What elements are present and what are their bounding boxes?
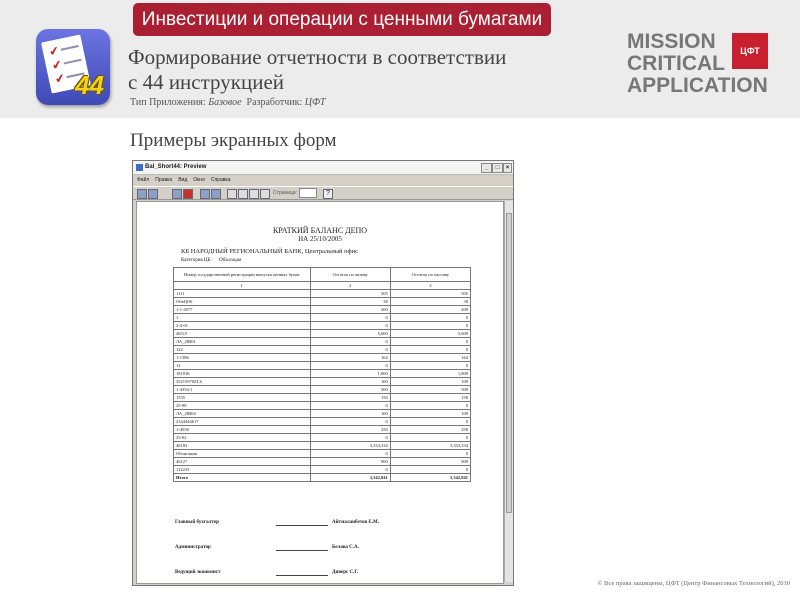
table-row [174, 322, 471, 330]
cft-logo-badge: ЦФТ [732, 33, 768, 69]
table-row [174, 418, 471, 426]
table-row [174, 434, 471, 442]
report-bank: КБ НАРОДНЫЙ РЕГИОНАЛЬНЫЙ БАНК, Центральный офис [181, 248, 358, 255]
table-cell: 0 [310, 362, 390, 370]
page-number-input[interactable] [299, 188, 317, 198]
table-row [174, 370, 471, 378]
check-icon: ✔ [53, 70, 67, 87]
table-cell: 164 [390, 354, 470, 362]
menu-item[interactable]: Справка [210, 177, 231, 183]
table-cell: 0 [310, 466, 390, 474]
menu-item[interactable]: Вид [178, 177, 188, 183]
window-menubar [133, 175, 513, 185]
dev-value: ЦФТ [304, 97, 326, 108]
table-cell: 0 [390, 434, 470, 442]
section-title: Примеры экранных форм [130, 130, 337, 151]
table-row [174, 410, 471, 418]
window-title: Bal_Short44: Preview [145, 164, 207, 170]
table-row [174, 306, 471, 314]
category-banner: Инвестиции и операции с ценными бумагами [133, 3, 551, 36]
table-cell: 181818 [174, 370, 311, 378]
signature-line [276, 575, 328, 576]
last-page-icon[interactable] [260, 189, 270, 199]
table-cell: 1-1-4577 [174, 306, 311, 314]
page-title-line1: Формирование отчетности в соответствии [128, 45, 507, 69]
table-cell: 46183 [174, 442, 311, 450]
table-row [174, 394, 471, 402]
table-cell: 35215970ZLS [174, 378, 311, 386]
table-cell: 5,600 [310, 330, 390, 338]
table-cell: 900 [310, 458, 390, 466]
table-row [174, 386, 471, 394]
signature-name: Диверс С.Г. [332, 570, 359, 575]
report-page [136, 201, 504, 584]
app-meta [130, 97, 325, 108]
menu-item[interactable]: Окно [193, 177, 205, 183]
table-row [174, 290, 471, 298]
signature-line [276, 550, 328, 551]
col-header: Остаток по активу [310, 268, 390, 282]
table-cell: 0 [390, 322, 470, 330]
col-number: 3 [390, 282, 470, 290]
table-cell: 38 [310, 298, 390, 306]
table-cell: 0 [390, 418, 470, 426]
check-icon: ✔ [50, 56, 64, 73]
dev-label: Разработчик: [246, 97, 303, 108]
report-title: КРАТКИЙ БАЛАНС ДЕПО [272, 226, 368, 235]
page-title [128, 45, 568, 95]
balance-table [173, 267, 471, 482]
menu-item[interactable]: Файл [137, 177, 150, 183]
table-cell: 5,600 [390, 330, 470, 338]
mission-critical-logo: MISSION CRITICAL APPLICATION [627, 30, 768, 97]
table-cell: 500 [310, 386, 390, 394]
table-cell: 100 [390, 378, 470, 386]
table-cell: 505 [310, 290, 390, 298]
table-cell: 1-4558 [174, 426, 311, 434]
table-cell: 1111 [174, 290, 311, 298]
table-cell: 0 [310, 346, 390, 354]
report-date: НА 25/10/2005 [298, 235, 342, 243]
table-cell: 0 [310, 314, 390, 322]
table-cell: 164 [310, 354, 390, 362]
col-header: Остаток по пассиву [390, 268, 470, 282]
table-row [174, 330, 471, 338]
table-cell: 25-98 [174, 402, 311, 410]
table-cell: 250 [390, 426, 470, 434]
scrollbar-thumb[interactable] [506, 213, 512, 513]
copyright-footer: © Все права защищены, ЦФТ (Центр Финансовых Технологий), 2010 [597, 580, 790, 587]
table-row [174, 450, 471, 458]
table-cell: 200 [310, 306, 390, 314]
table-row [174, 402, 471, 410]
signature-role: Администратор [175, 545, 211, 550]
maximize-icon[interactable]: □ [492, 163, 503, 173]
table-cell: 0 [310, 434, 390, 442]
table-cell: 100 [310, 410, 390, 418]
vertical-scrollbar[interactable] [504, 201, 513, 582]
page-title-line2: с 44 инструкцией [128, 70, 285, 94]
print-icon[interactable] [137, 189, 147, 199]
table-row [174, 378, 471, 386]
table-cell: 1555 [174, 394, 311, 402]
close-doc-icon[interactable] [183, 189, 193, 199]
app-window-icon [136, 164, 143, 171]
table-cell: 0 [390, 338, 470, 346]
table-cell: 0 [390, 362, 470, 370]
page-label: Страница: [273, 190, 298, 196]
table-row [174, 346, 471, 354]
table-cell: 500 [390, 386, 470, 394]
first-page-icon[interactable] [227, 189, 237, 199]
table-cell: Итого [174, 474, 311, 482]
table-cell: 3,333,334 [310, 442, 390, 450]
table-cell: 0 [390, 466, 470, 474]
table-cell: 46515 [174, 330, 311, 338]
window-titlebar [133, 161, 513, 175]
table-cell: 25-02 [174, 434, 311, 442]
table-cell: ЛА_28001 [174, 338, 311, 346]
table-cell: ОбвЦО6 [174, 298, 311, 306]
minimize-icon[interactable]: _ [481, 163, 492, 173]
signature-role: Ведущий экономист [175, 570, 221, 575]
balance-rows [174, 290, 471, 482]
table-row [174, 314, 471, 322]
table-row [174, 458, 471, 466]
table-row [174, 426, 471, 434]
table-row [174, 466, 471, 474]
table-cell: 0 [390, 402, 470, 410]
zoom-in-icon[interactable] [200, 189, 210, 199]
table-cell: 0 [390, 450, 470, 458]
table-cell: 200 [390, 306, 470, 314]
table-cell: 0 [310, 322, 390, 330]
check-icon: ✔ [47, 43, 61, 60]
print-setup-icon[interactable] [148, 189, 158, 199]
table-cell: 1,800 [390, 370, 470, 378]
table-cell: 0 [310, 402, 390, 410]
table-cell: 112233 [174, 466, 311, 474]
table-cell: 1-4354-1 [174, 386, 311, 394]
prev-page-icon[interactable] [238, 189, 248, 199]
table-row [174, 338, 471, 346]
table-row [174, 362, 471, 370]
table-cell: 0 [310, 338, 390, 346]
table-cell: 0 [310, 418, 390, 426]
type-label: Тип Приложения: [130, 97, 206, 108]
report-category: Категория ЦБ: Облигация [181, 258, 242, 263]
save-icon[interactable] [172, 189, 182, 199]
signature-line [276, 525, 328, 526]
table-cell: 2-4-01 [174, 322, 311, 330]
app-icon-number: 44 [75, 70, 104, 100]
preview-window-screenshot [132, 160, 514, 586]
signature-name: Белова С.А. [332, 545, 359, 550]
table-cell: 1 [174, 314, 311, 322]
signature-role: Главный бухгалтер [175, 520, 219, 525]
col-number: 2 [310, 282, 390, 290]
window-toolbar [133, 186, 513, 200]
signature-name: Айтмалаибетов Е.М. [332, 520, 379, 525]
table-row [174, 442, 471, 450]
table-cell: Облигация [174, 450, 311, 458]
total-row [174, 474, 471, 482]
table-cell: 900 [390, 458, 470, 466]
menu-item[interactable]: Правка [155, 177, 173, 183]
table-cell: 3,333,334 [390, 442, 470, 450]
table-cell: 150 [310, 394, 390, 402]
table-cell: 1,800 [310, 370, 390, 378]
table-cell: 0 [390, 346, 470, 354]
table-cell: 100 [310, 378, 390, 386]
close-icon[interactable]: × [503, 163, 512, 173]
table-cell: 38 [390, 298, 470, 306]
table-cell: 505 [390, 290, 470, 298]
table-cell: 122 [174, 346, 311, 354]
table-cell: 250 [310, 426, 390, 434]
table-cell: 3,342,841 [310, 474, 390, 482]
zoom-out-icon[interactable] [211, 189, 221, 199]
table-cell: 0 [310, 450, 390, 458]
table-cell: 150 [390, 394, 470, 402]
table-row [174, 298, 471, 306]
col-number: 1 [174, 282, 311, 290]
table-cell: 2344444617 [174, 418, 311, 426]
table-cell: 100 [390, 410, 470, 418]
col-header: Номер государственной регистрации выпуска ценных бумаг [174, 268, 311, 282]
next-page-icon[interactable] [249, 189, 259, 199]
help-icon[interactable]: ? [323, 189, 333, 199]
type-value: Базовое [208, 97, 242, 108]
table-cell: 3,342,841 [390, 474, 470, 482]
table-cell: 0 [390, 314, 470, 322]
table-cell: 1-1586 [174, 354, 311, 362]
table-cell: ЛА_28004 [174, 410, 311, 418]
app-icon [36, 29, 110, 105]
table-cell: 12 [174, 362, 311, 370]
table-cell: 46127 [174, 458, 311, 466]
table-row [174, 354, 471, 362]
